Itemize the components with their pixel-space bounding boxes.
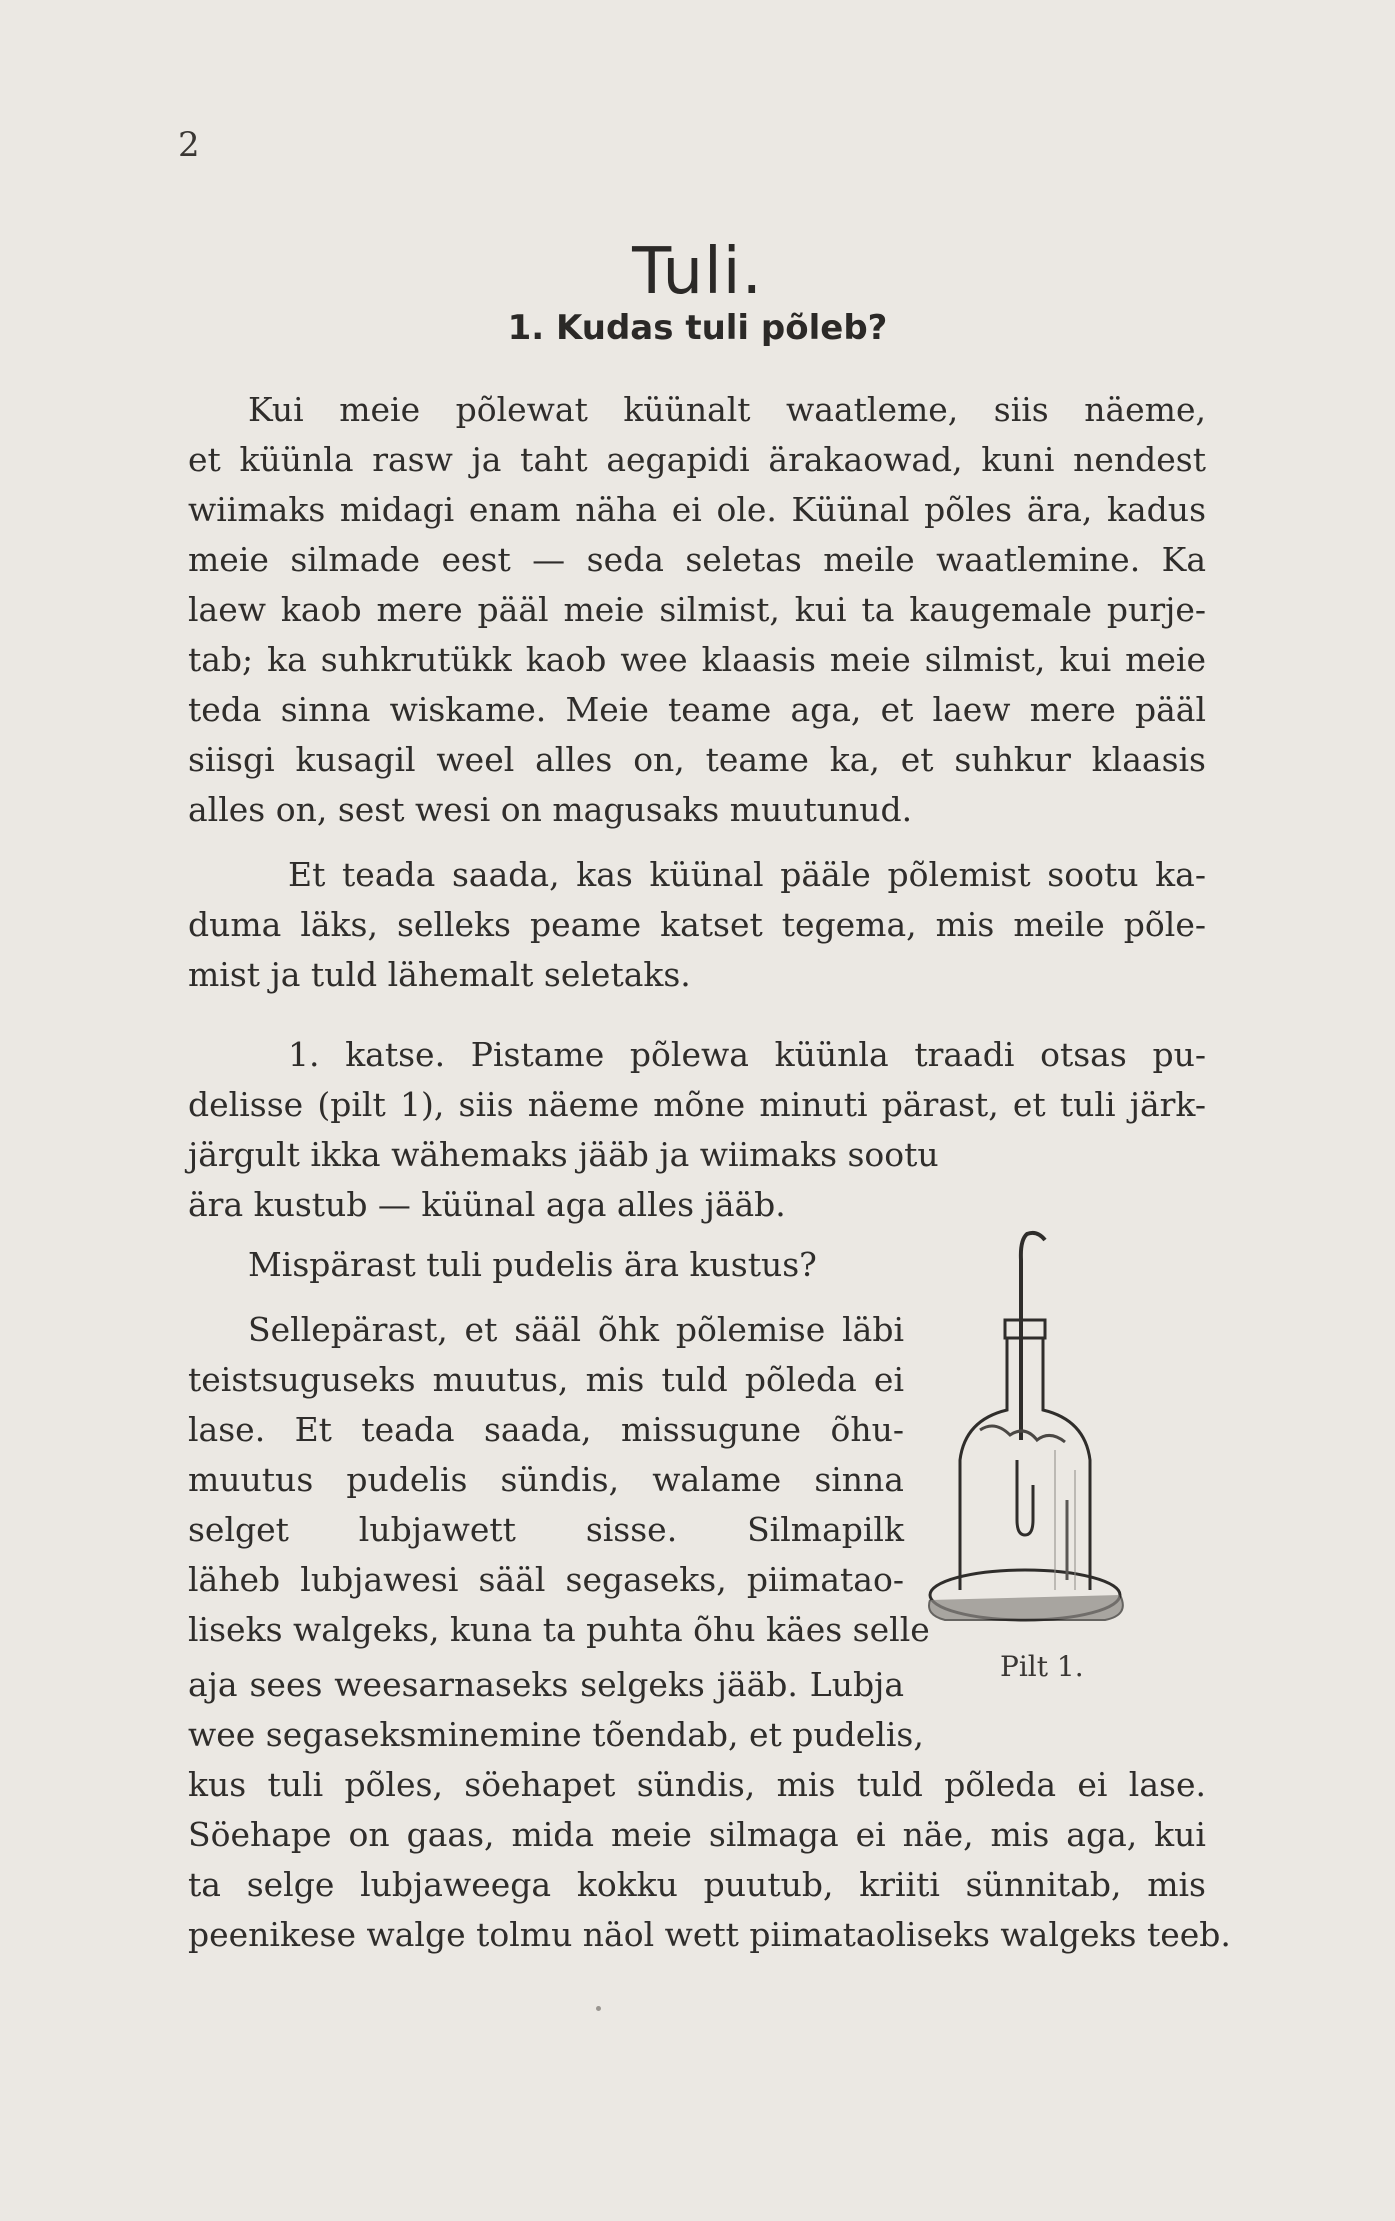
text-line: Sellepärast, et sääl õhk põlemise läbi xyxy=(248,1310,904,1349)
text-line: mist ja tuld lähemalt seletaks. xyxy=(188,955,691,994)
text-line: kus tuli põles, söehapet sündis, mis tuld põleda ei lase. xyxy=(188,1765,1206,1804)
text-line: teda sinna wiskame. Meie teame aga, et laew mere pääl xyxy=(188,690,1206,729)
text-line: ära kustub — küünal aga alles jääb. xyxy=(188,1185,786,1224)
text-line: lase. Et teada saada, missugune õhu- xyxy=(188,1410,904,1449)
text-line: ta selge lubjaweega kokku puutub, kriiti sünnitab, mis xyxy=(188,1865,1206,1904)
text-line: laew kaob mere pääl meie silmist, kui ta kaugemale purje- xyxy=(188,590,1206,629)
text-line: Et teada saada, kas küünal pääle põlemist sootu ka- xyxy=(288,855,1206,894)
text-line: meie silmade eest — seda seletas meile waatlemine. Ka xyxy=(188,540,1206,579)
text-line: Söehape on gaas, mida meie silmaga ei näe, mis aga, kui xyxy=(188,1815,1206,1854)
text-line: Kui meie põlewat küünalt waatleme, siis näeme, xyxy=(248,390,1206,429)
text-line: 1. katse. Pistame põlewa küünla traadi otsas pu- xyxy=(288,1035,1206,1074)
text-line: teistsuguseks muutus, mis tuld põleda ei xyxy=(188,1360,904,1399)
text-line: muutus pudelis sündis, walame sinna xyxy=(188,1460,904,1499)
text-line: alles on, sest wesi on magusaks muutunud. xyxy=(188,790,913,829)
text-line: delisse (pilt 1), siis näeme mõne minuti pärast, et tuli järk- xyxy=(188,1085,1206,1124)
text-line: järgult ikka wähemaks jääb ja wiimaks sootu xyxy=(188,1135,939,1174)
ink-dot xyxy=(596,2006,601,2011)
bottle-illustration xyxy=(925,1220,1215,1640)
text-line: tab; ka suhkrutükk kaob wee klaasis meie silmist, kui meie xyxy=(188,640,1206,679)
section-heading: 1. Kudas tuli põleb? xyxy=(507,308,888,348)
text-line: selget lubjawett sisse. Silmapilk xyxy=(188,1510,904,1549)
text-line: et küünla rasw ja taht aegapidi ärakaowad, kuni nendest xyxy=(188,440,1206,479)
text-line: läheb lubjawesi sääl segaseks, piimatao- xyxy=(188,1560,904,1599)
text-line: wiimaks midagi enam näha ei ole. Küünal põles ära, kadus xyxy=(188,490,1206,529)
figure-caption: Pilt 1. xyxy=(1000,1650,1084,1683)
text-line: wee segaseksminemine tõendab, et pudelis, xyxy=(188,1715,924,1754)
text-line: duma läks, selleks peame katset tegema, mis meile põle- xyxy=(188,905,1206,944)
text-line: liseks walgeks, kuna ta puhta õhu käes selle xyxy=(188,1610,930,1649)
text-line: siisgi kusagil weel alles on, teame ka, et suhkur klaasis xyxy=(188,740,1206,779)
page-number: 2 xyxy=(178,125,200,165)
text-line: aja sees weesarnaseks selgeks jääb. Lubja xyxy=(188,1665,904,1704)
text-line: Mispärast tuli pudelis ära kustus? xyxy=(248,1245,817,1284)
text-line: peenikese walge tolmu näol wett piimataoliseks walgeks teeb. xyxy=(188,1915,1231,1954)
page-title: Tuli. xyxy=(632,234,763,309)
